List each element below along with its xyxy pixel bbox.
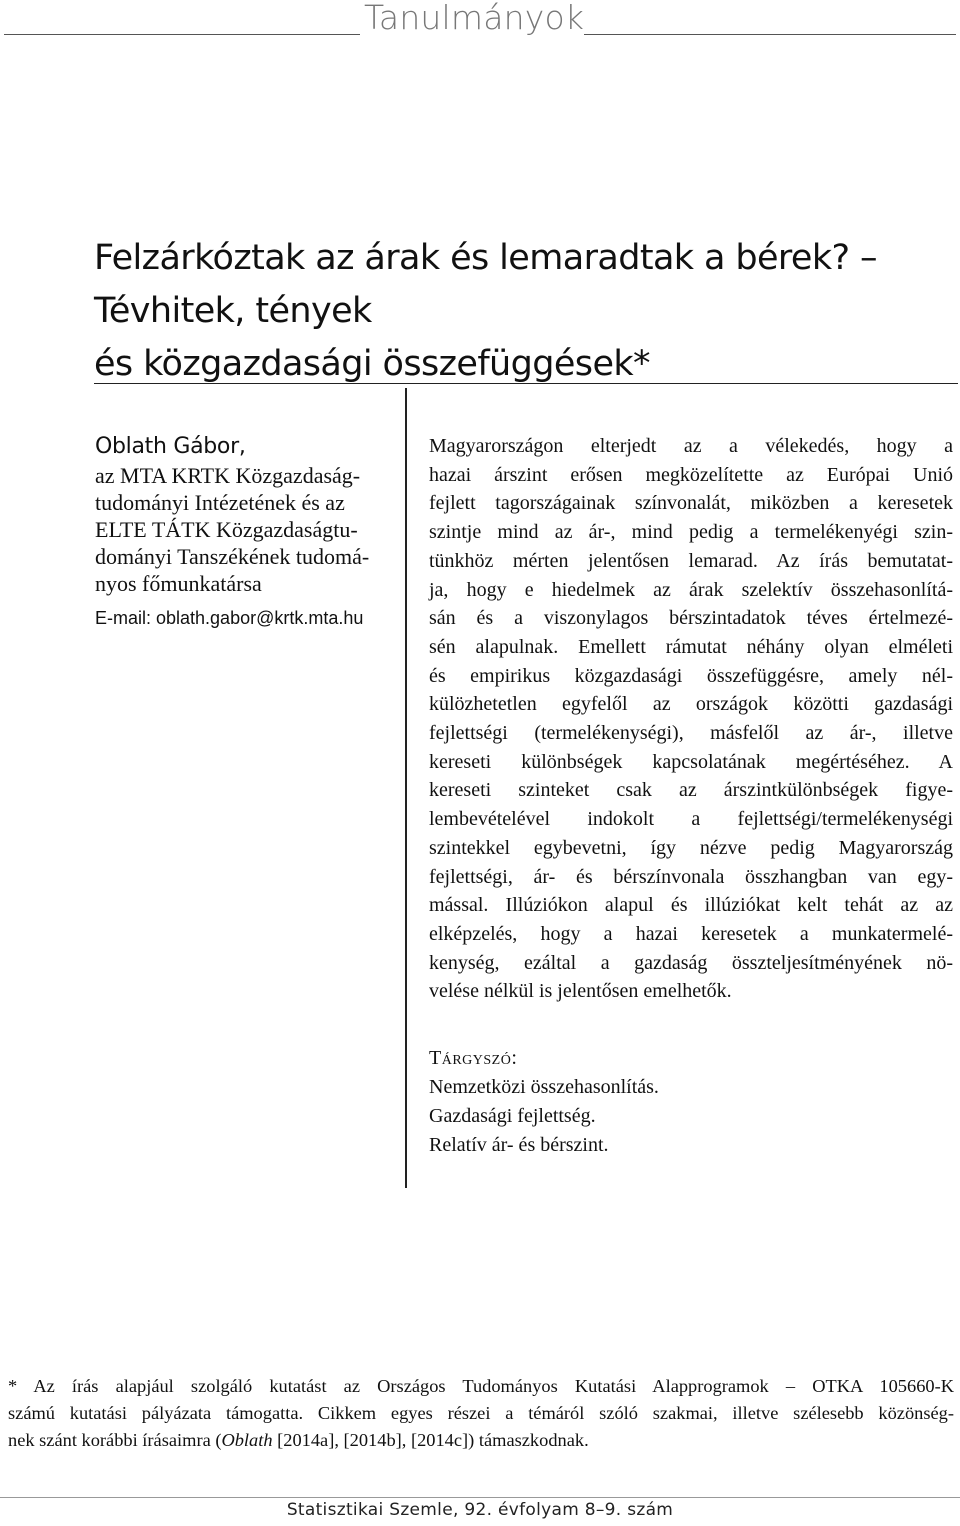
footer-rule	[0, 1497, 960, 1498]
abstract-line: kereseti szinteket csak az árszintkülönbségek figye-	[429, 779, 953, 802]
abstract-line: velése nélkül is jelentősen emelhetők.	[429, 980, 732, 1003]
affiliation-line: nyos főmunkatársa	[95, 571, 262, 596]
author-block	[95, 432, 395, 629]
footnote-line: * Az írás alapjául szolgáló kutatást az Országos Tudományos Kutatási Alapprogramok – OTKA 105660-K	[8, 1376, 954, 1396]
affiliation-line: tudományi Intézetének és az	[95, 490, 345, 515]
affiliation-line: dományi Tanszékének tudomá-	[95, 544, 370, 569]
keyword-item: Gazdasági fejlettség.	[429, 1105, 596, 1127]
header-rule-right	[584, 34, 956, 35]
abstract-line: szintekkel egybevetni, így nézve pedig Magyarország	[429, 836, 953, 859]
abstract-line: fejlettségi (termelékenységi), másfelől az ár-, illetve	[429, 722, 953, 745]
footnote-line	[8, 1427, 954, 1454]
abstract-line: tünkhöz mérten jelentősen lemarad. Az írás bemutatat-	[429, 549, 953, 572]
keyword-item: Relatív ár- és bérszint.	[429, 1134, 609, 1156]
abstract-line: kenység, ezáltal a gazdaság összteljesítményének nö-	[429, 951, 953, 974]
abstract-line: lembevételével indokolt a fejlettségi/termelékenységi	[429, 808, 953, 831]
affiliation-line: ELTE TÁTK Közgazdaságtu-	[95, 517, 358, 542]
abstract-line: és empirikus közgazdasági összefüggésre, amely nél-	[429, 664, 953, 687]
footnote-text: nek szánt korábbi írásaimra (	[8, 1430, 222, 1450]
author-email[interactable]: E-mail: oblath.gabor@krtk.mta.hu	[95, 608, 364, 628]
title-line: Tévhitek, tények	[94, 291, 372, 331]
abstract	[429, 432, 953, 1006]
footnote-author-ref: Oblath	[221, 1430, 273, 1450]
column-divider	[405, 388, 407, 1188]
abstract-line: elképzelés, hogy a hazai keresetek a munkatermelé-	[429, 922, 953, 945]
abstract-line: ja, hogy e hiedelmek az árak szelektív összehasonlítá-	[429, 578, 953, 601]
abstract-line: hazai árszint erősen megközelítette az Európai Unió	[429, 463, 953, 486]
abstract-line: sán és a viszonylagos bérszintadatok téves értelmezé-	[429, 607, 953, 630]
title-rule	[94, 383, 958, 384]
abstract-line: fejlett tagországainak színvonalát, miközben a keresetek	[429, 492, 953, 515]
article-title	[94, 232, 954, 391]
affiliation-line: az MTA KRTK Közgazdaság-	[95, 463, 361, 488]
abstract-line: külözhetetlen egyfelől az országok közötti gazdasági	[429, 693, 953, 716]
footnote-text: [2014a], [2014b], [2014c]) támaszkodnak.	[272, 1430, 589, 1450]
title-line: és közgazdasági összefüggések*	[94, 344, 650, 384]
keyword-item: Nemzetközi összehasonlítás.	[429, 1076, 659, 1098]
footnote-line: számú kutatási pályázata támogatta. Cikkem egyes részei a témáról szóló szakmai, illetve szélesebb közönség-	[8, 1403, 954, 1423]
author-affiliation	[95, 462, 395, 597]
abstract-line: Magyarországon elterjedt az a vélekedés, hogy a	[429, 435, 953, 457]
abstract-line: mással. Illúziókon alapul és illúziókat kelt tehát az az	[429, 894, 953, 917]
section-label: Tanulmányok	[364, 0, 585, 37]
keywords-label: Tárgyszó:	[429, 1047, 518, 1069]
title-line: Felzárkóztak az árak és lemaradtak a bérek? –	[94, 238, 877, 278]
footnote	[8, 1373, 954, 1454]
abstract-line: fejlettségi, ár- és bérszínvonala összhangban van egy-	[429, 865, 953, 888]
abstract-line: sén alapulnak. Emellett rámutat néhány olyan elméleti	[429, 635, 953, 658]
abstract-line: szintje mind az ár-, mind pedig a termelékenyégi szin-	[429, 521, 953, 544]
keywords	[429, 1044, 949, 1160]
author-name: Oblath Gábor,	[95, 434, 246, 459]
journal-footer: Statisztikai Szemle, 92. évfolyam 8–9. szám	[286, 1500, 674, 1520]
section-header	[0, 0, 960, 40]
abstract-line: kereseti különbségek kapcsolatának megértéséhez. A	[429, 750, 953, 773]
header-rule-left	[4, 34, 360, 35]
